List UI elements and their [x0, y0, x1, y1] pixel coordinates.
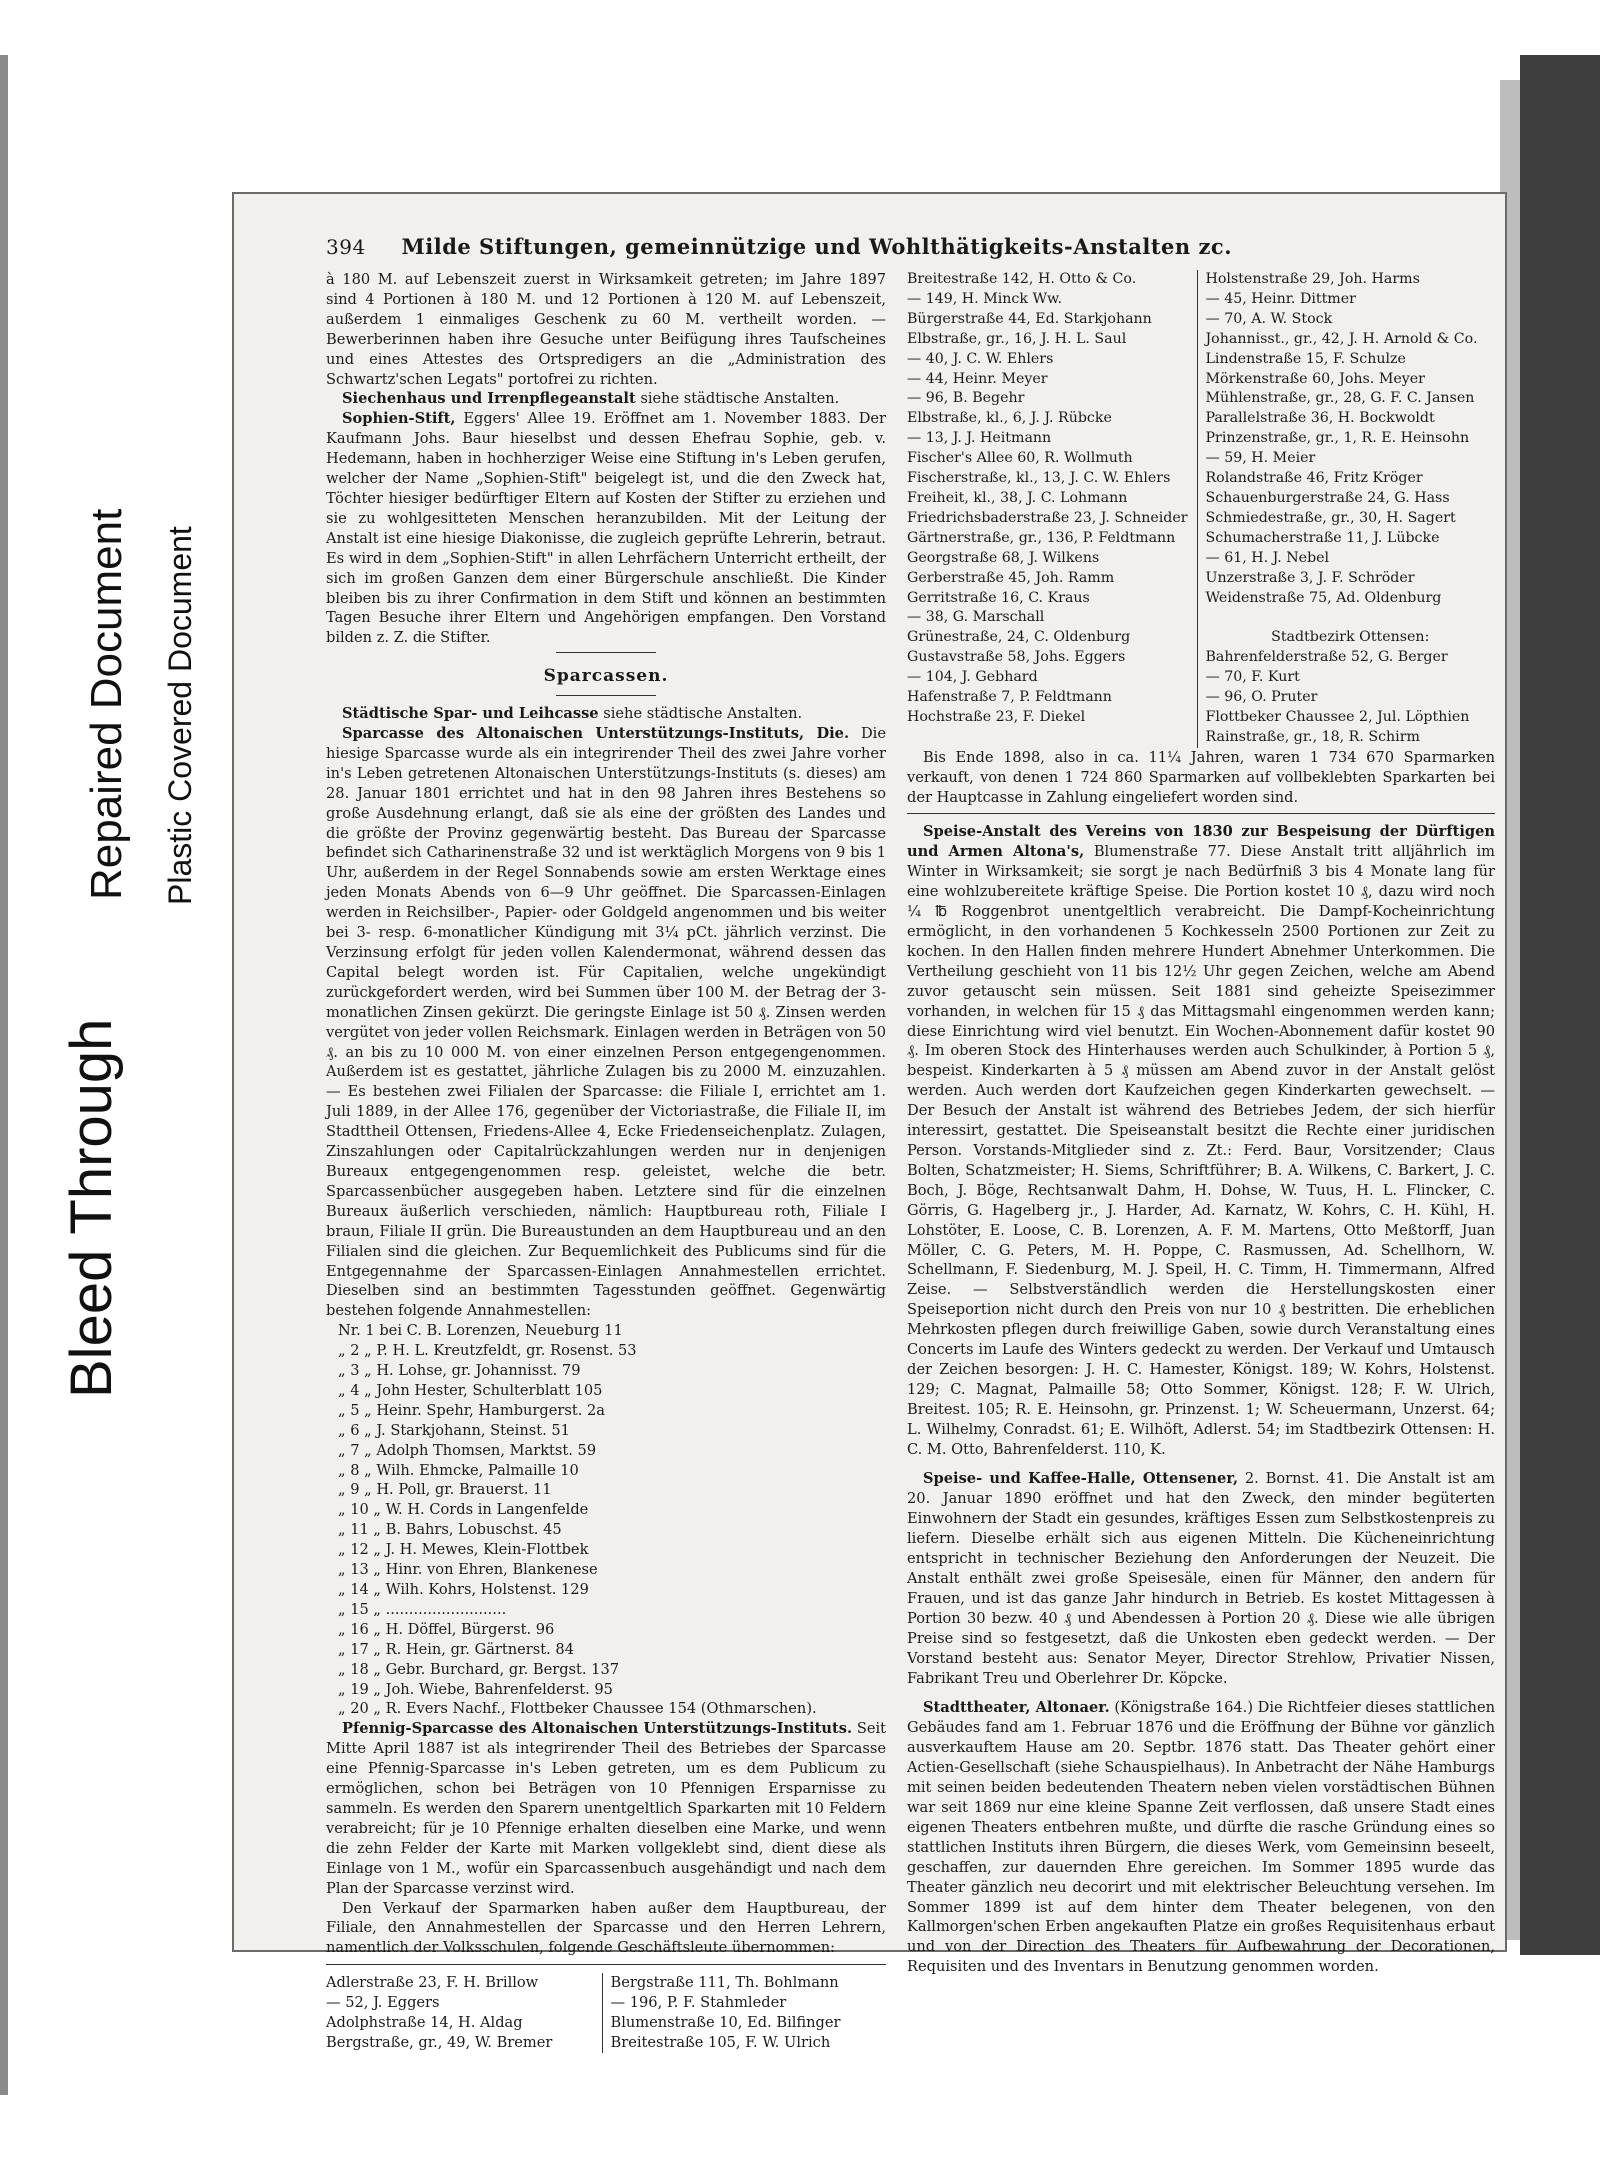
list-item: — 52, J. Eggers: [326, 1994, 440, 2012]
list-item: Bahrenfelderstraße 52, G. Berger: [1205, 649, 1448, 666]
list-item: Schumacherstraße 11, J. Lübcke: [1205, 529, 1440, 546]
list-item: Elbstraße, kl., 6, J. J. Rübcke: [907, 410, 1112, 427]
list-item: Weidenstraße 75, Ad. Oldenburg: [1205, 589, 1442, 606]
list-item: „ 12 „ J. H. Mewes, Klein-Flottbek: [338, 1541, 589, 1559]
annahmestellen-list: [338, 1321, 886, 1719]
list-item: Bergstraße 111, Th. Bohlmann: [610, 1974, 839, 1992]
list-item: Gustavstraße 58, Johs. Eggers: [907, 649, 1126, 666]
list-item: „ 8 „ Wilh. Ehmcke, Palmaille 10: [338, 1461, 579, 1479]
siechenhaus-text: siehe städtische Anstalten.: [640, 390, 840, 408]
list-item: Parallelstraße 36, H. Bockwoldt: [1205, 410, 1435, 427]
shops-col-b: [602, 1973, 887, 2053]
list-item: „ 13 „ Hinr. von Ehren, Blankenese: [338, 1561, 598, 1579]
sparcasse-text: Die hiesige Sparcasse wurde als ein integrirender Theil des zwei Jahre vorher in's Leben getretenen Altonaischen Unterstützungs-Instituts (s. dieses) am 28. Januar 1801 errichtet und hat in den 98 Jahren ihres Bestehens so große Ausdehnung erlangt, daß sie als eine der größten des Landes und die größte der Provinz gegenwärtig besteht. Das Bureau der Sparcasse befindet sich Catharinenstraße 32 und ist werktäglich Morgens von 9 bis 1 Uhr, außerdem in der Regel Sonnabends sowie am ersten Werktage eines jeden Monats Abends von 6—9 Uhr geöffnet. Die Sparcassen-Einlagen werden in Reichsilber-, Papier- oder Goldgeld angenommen und bis weiter bei 3- resp. 6-monatlicher Kündigung mit 3¼ pCt. jährlich verzinst. Die Verzinsung erfolgt für jeden vollen Kalendermonat, während dessen das Capital belegt worden ist. Für Capitalien, welche ungekündigt zurückgefordert werden, wird bei Summen über 100 M. der Betrag der 3-monatlichen Zinsen gekürzt. Die geringste Einlage ist 50 ₰. Zinsen werden vergütet von jeder vollen Reichsmark. Einlagen werden in Beträgen von 50 ₰. an bis zu 10 000 M. von einer einzelnen Person entgegengenommen. Außerdem ist es gestattet, jährliche Zulagen bis zu 2000 M. einzuzahlen. — Es bestehen zwei Filialen der Sparcasse: die Filiale I, errichtet am 1. Juli 1889, in der Allee 176, gegenüber der Victoriastraße, die Filiale II, im Stadttheil Ottensen, Friedens-Allee 4, Ecke Friedenseichenplatz. Zulagen, Zinszahlungen oder Capitalrückzahlungen werden nur in denjenigen Bureaux entgegengenommen resp. geleistet, welche die betr. Sparcassenbücher ausgegeben haben. Letztere sind für die einzelnen Bureaux äußerlich verschieden, nämlich: Hauptbureau roth, Filiale I braun, Filiale II grün. Die Bureaustunden an dem Hauptbureau und an den Filialen sind die gleichen. Zur Bequemlichkeit des Publicums sind für die Entgegennahme der Sparcassen-Einlagen Annahmestellen errichtet. Dieselben sind an bestimmten Tagesstunden geöffnet. Gegenwärtig bestehen folgende Annahmestellen:: [326, 725, 886, 1320]
list-item: Schauenburgerstraße 24, G. Hass: [1205, 489, 1450, 506]
shops-col-a: [326, 1973, 602, 2053]
list-item: Fischer's Allee 60, R. Wollmuth: [907, 450, 1133, 467]
list-item: — 196, P. F. Stahmleder: [610, 1994, 787, 2012]
section-heading: Sparcassen.: [543, 666, 669, 687]
scan-edge-right: [1520, 55, 1600, 1955]
list-item: Bürgerstraße 44, Ed. Starkjohann: [907, 310, 1152, 327]
section-divider: [556, 652, 656, 653]
sophien-entry: [326, 409, 886, 648]
district-heading: Stadtbezirk Ottensen:: [1271, 629, 1430, 646]
list-item: „ 16 „ H. Döffel, Bürgerst. 96: [338, 1620, 555, 1638]
speise-title: Speise-Anstalt des Vereins von 1830 zur Bespeisung der Dürftigen und Armen Altona's,: [907, 823, 1495, 861]
list-item: Hafenstraße 7, P. Feldtmann: [907, 689, 1112, 706]
shops-table-right: [907, 270, 1495, 748]
list-item: — 70, F. Kurt: [1205, 669, 1300, 686]
list-item: „ 3 „ H. Lohse, gr. Johannisst. 79: [338, 1362, 581, 1380]
list-item: Rainstraße, gr., 18, R. Schirm: [1205, 728, 1420, 745]
list-item: Breitestraße 142, H. Otto & Co.: [907, 271, 1137, 287]
list-item: „ 17 „ R. Hein, gr. Gärtnerst. 84: [338, 1640, 574, 1658]
shops-col-1: [907, 270, 1197, 748]
list-item: Unzerstraße 3, J. F. Schröder: [1205, 569, 1415, 586]
list-item: Mörkenstraße 60, Johs. Meyer: [1205, 370, 1425, 387]
sophien-text: Eggers' Allee 19. Eröffnet am 1. November 1883. Der Kaufmann Johs. Baur hieselbst und dessen Ehefrau Sophie, geb. v. Hedemann, haben in hochherziger Weise eine Stiftung in's Leben gerufen, welcher der Name „Sophien-Stift" beigelegt ist, und die den Zweck hat, Töchter hiesiger bedürftiger Eltern auf Kosten der Stifter zu erziehen und sie zu wohlgesitteten Menschen heranzubilden. Mit der Leitung der Anstalt ist eine hiesige Diakonisse, die zugleich geprüfte Lehrerin, betraut. Es wird in dem „Sophien-Stift" in allen Lehrfächern Unterricht ertheilt, der sich im großen Ganzen dem einer Bürgerschule anschließt. Die Kinder bleiben bis zu ihrer Confirmation in dem Stift und können an bestimmten Tagen Besuche ihrer Eltern und Angehörigen empfangen. Den Vorstand bilden z. Z. die Stifter.: [326, 410, 887, 647]
sophien-title: Sophien-Stift,: [342, 410, 456, 428]
list-item: „ 11 „ B. Bahrs, Lobuschst. 45: [338, 1521, 562, 1539]
document-page: [232, 192, 1507, 2051]
right-column: [907, 270, 1495, 1977]
list-item: Grünestraße, 24, C. Oldenburg: [907, 629, 1131, 646]
kaffee-text: 2. Bornst. 41. Die Anstalt ist am 20. Januar 1890 eröffnet und hat den Zweck, den minder begüterten Einwohnern der Stadt ein gesundes, kräftiges Essen zum Selbstkostenpreis zu liefern. Dieselbe erhält sich aus eigenen Mitteln. Die Kücheneinrichtung entspricht in technischer Beziehung den Anforderungen der Neuzeit. Die Anstalt enthält zwei große Speisesäle, einen für Männer, den andern für Frauen, und ist das ganze Jahr hindurch in Betrieb. Es kostet Mittagessen à Portion 30 bezw. 40 ₰ und Abendessen à Portion 20 ₰. Diese wie alle übrigen Preise sind so festgesetzt, daß die Unkosten eben gedeckt werden. — Der Vorstand besteht aus: Senator Meyer, Director Strehlow, Privatier Nissen, Fabrikant Treu und Oberlehrer Dr. Köpcke.: [907, 1470, 1496, 1687]
list-item: — 61, H. J. Nebel: [1205, 549, 1330, 566]
list-item: „ 15 „ ..........................: [338, 1600, 507, 1618]
list-item: Holstenstraße 29, Joh. Harms: [1205, 271, 1420, 287]
list-item: Nr. 1 bei C. B. Lorenzen, Neueburg 11: [338, 1322, 623, 1340]
list-item: Flottbeker Chaussee 2, Jul. Löpthien: [1205, 708, 1470, 725]
page-header: [326, 234, 1491, 270]
list-item: — 44, Heinr. Meyer: [907, 370, 1048, 387]
siechenhaus-entry: [326, 389, 886, 409]
theater-title: Stadttheater, Altonaer.: [923, 1699, 1110, 1717]
list-item: Fischerstraße, kl., 13, J. C. W. Ehlers: [907, 470, 1171, 487]
section-divider-2: [556, 695, 656, 696]
list-item: — 96, B. Begehr: [907, 390, 1025, 407]
list-item: „ 4 „ John Hester, Schulterblatt 105: [338, 1381, 603, 1399]
pfennig-title: Pfennig-Sparcasse des Altonaischen Unterstützungs-Instituts.: [342, 1720, 853, 1738]
list-item: „ 10 „ W. H. Cords in Langenfelde: [338, 1501, 589, 1519]
list-item: — 70, A. W. Stock: [1205, 310, 1333, 327]
scan-edge-left: [0, 55, 8, 2095]
list-item: Adlerstraße 23, F. H. Brillow: [326, 1974, 539, 1992]
kaffee-entry: [907, 1469, 1495, 1688]
list-item: Adolphstraße 14, H. Aldag: [326, 2014, 523, 2032]
page-title: Milde Stiftungen, gemeinnützige und Wohlthätigkeits-Anstalten zc.: [401, 234, 1233, 259]
left-column: [326, 270, 886, 2053]
theater-text: (Königstraße 164.) Die Richtfeier dieses stattlichen Gebäudes fand am 1. Februar 1876 und die Eröffnung der Bühne vor gänzlich ausverkauftem Hause am 20. Septbr. 1876 statt. Das Theater gehört einer Actien-Gesellschaft (siehe Schauspielhaus). In Anbetracht der Nähe Hamburgs mit seinen beiden bedeutenden Theatern neben vielen vorstädtischen Bühnen war seit 1869 nur eine kleine Spanne Zeit verflossen, daß unsere Stadt eines eigenen Theaters entbehren mußte, und dürfte die rasche Gründung eines so stattlichen Instituts ihren Bürgern, die dieses Werk, vom Gemeinsinn beseelt, geschaffen, zur dauernden Ehre gereichen. Im Sommer 1895 wurde das Theater gänzlich neu decorirt und mit elektrischer Beleuchtung versehen. Im Sommer 1899 ist auf dem hinter dem Theater belegenen, von den Kallmorgen'schen Erben angekauften Platze ein großes Requisitenhaus erbaut und von der Direction des Theaters für Aufbewahrung der Decorationen, Requisiten und des Inventars in Benutzung genommen worden.: [907, 1699, 1495, 1976]
list-item: Blumenstraße 10, Ed. Bilfinger: [610, 2014, 841, 2032]
list-item: — 59, H. Meier: [1205, 450, 1316, 467]
plastic-covered-label: Plastic Covered Document: [162, 526, 198, 905]
list-item: Mühlenstraße, gr., 28, G. F. C. Jansen: [1205, 390, 1475, 407]
shops-divider: [326, 1964, 886, 1965]
staedtische-entry: [326, 704, 886, 724]
repaired-document-label: Repaired Document: [82, 508, 131, 900]
speise-entry: [907, 822, 1495, 1459]
list-item: [1206, 608, 1496, 628]
list-item: „ 14 „ Wilh. Kohrs, Holstenst. 129: [338, 1581, 589, 1598]
list-item: — 13, J. J. Heitmann: [907, 430, 1052, 447]
list-item: „ 6 „ J. Starkjohann, Steinst. 51: [338, 1421, 570, 1439]
list-item: „ 9 „ H. Poll, gr. Brauerst. 11: [338, 1481, 552, 1499]
page-number: 394: [326, 235, 366, 259]
list-item: Hochstraße 23, F. Diekel: [907, 708, 1086, 725]
list-item: — 104, J. Gebhard: [907, 669, 1038, 686]
list-item: Freiheit, kl., 38, J. C. Lohmann: [907, 489, 1128, 506]
staedtische-title: Städtische Spar- und Leihcasse: [342, 705, 599, 723]
ende-paragraph: Bis Ende 1898, also in ca. 11¼ Jahren, waren 1 734 670 Sparmarken verkauft, von denen 1 724 860 Sparmarken auf vollbeklebten Sparkarten bei der Hauptcasse in Zahlung eingeliefert worden sind.: [907, 748, 1495, 806]
bleed-through-label: Bleed Through: [59, 1018, 124, 1398]
list-item: Elbstraße, gr., 16, J. H. L. Saul: [907, 330, 1127, 347]
intro-paragraph: à 180 M. auf Lebenszeit zuerst in Wirksamkeit getreten; im Jahre 1897 sind 4 Portionen à 180 M. und 12 Portionen à 120 M. auf Lebenszeit, außerdem 1 einmaliges Geschenk zu 60 M. vertheilt worden. — Bewerberinnen haben ihre Gesuche unter Beifügung ihres Taufscheines und eines Attestes des Ortspredigers an die „Administration des Schwartz'schen Legats" portofrei zu richten.: [326, 271, 886, 388]
list-item: Breitestraße 105, F. W. Ulrich: [610, 2033, 831, 2051]
list-item: „ 7 „ Adolph Thomsen, Marktst. 59: [338, 1441, 597, 1459]
kaffee-title: Speise- und Kaffee-Halle, Ottensener,: [923, 1470, 1239, 1488]
list-item: Gerritstraße 16, C. Kraus: [907, 589, 1090, 606]
verkauf-paragraph: Den Verkauf der Sparmarken haben außer dem Hauptbureau, der Filiale, den Annahmestellen der Sparcasse und den Herren Lehrern, namentlich der Volksschulen, folgende Geschäftsleute übernommen:: [326, 1899, 886, 1957]
list-item: Gerberstraße 45, Joh. Ramm: [907, 569, 1115, 586]
sparcasse-entry: [326, 724, 886, 1321]
list-item: Prinzenstraße, gr., 1, R. E. Heinsohn: [1205, 430, 1470, 447]
list-item: Lindenstraße 15, F. Schulze: [1205, 350, 1406, 367]
list-item: „ 18 „ Gebr. Burchard, gr. Bergst. 137: [338, 1660, 620, 1678]
list-item: „ 20 „ R. Evers Nachf., Flottbeker Chaussee 154 (Othmarschen).: [338, 1700, 817, 1718]
staedtische-text: siehe städtische Anstalten.: [603, 705, 803, 723]
list-item: — 45, Heinr. Dittmer: [1205, 290, 1356, 307]
list-item: — 40, J. C. W. Ehlers: [907, 350, 1054, 367]
entry-divider: [907, 813, 1495, 814]
theater-entry: [907, 1698, 1495, 1977]
list-item: Friedrichsbaderstraße 23, J. Schneider: [907, 509, 1188, 526]
list-item: — 96, O. Pruter: [1205, 689, 1318, 706]
speise-text: Blumenstraße 77. Diese Anstalt tritt alljährlich im Winter in Wirksamkeit; sie sorgt je nach Bedürfniß 3 bis 4 Monate lang für eine wohlzubereitete kräftige Speise. Die Portion kostet 10 ₰, dazu wird noch ¼ ℔ Roggenbrot unentgeltlich verabreicht. Die Dampf-Kocheinrichtung ermöglicht, in den vorhandenen 5 Kochkesseln 2500 Portionen zur Zeit zu kochen. In den Hallen finden mehrere Hundert Abnehmer Unterkommen. Die Vertheilung geschieht von 11 bis 12½ Uhr gegen Zeichen, welche am Abend zuvor getauscht sein müssen. Seit 1881 sind geheizte Speisezimmer vorhanden, in welchen für 15 ₰ das Mittagsmahl eingenommen werden kann; diese Einrichtung wird viel benutzt. Ein Wochen-Abonnement dafür kostet 90 ₰. Im oberen Stock des Hinterhauses werden auch Schulkinder, à Portion 5 ₰, bespeist. Kinderkarten à 5 ₰ müssen am Abend zuvor in der Anstalt gelöst werden. Auch werden dort Kaufzeichen gegen Kinderkarten gewechselt. — Der Besuch der Anstalt ist während des Betriebes Jedem, der sich hierfür interessirt, gestattet. Die Speiseanstalt besitzt die Rechte einer juridischen Person. Vorstands-Mitglieder sind z. Zt.: Ferd. Baur, Vorsitzender; Claus Bolten, Schatzmeister; H. Siems, Schriftführer; B. A. Wilkens, C. Barkert, J. C. Boch, J. Böge, Rechtsanwalt Dahm, H. Dohse, W. Tuus, H. L. Flincker, C. Görris, G. Hagelberg jr., J. Harder, Ad. Karnatz, W. Kohrs, C. H. Kühl, H. Lohstöter, E. Loose, C. B. Lorenzen, A. F. M. Martens, Otto Meßtorff, Juan Möller, C. G. Peters, M. H. Poppe, C. Rasmussen, Ad. Schellhorn, W. Schellmann, F. Siedenburg, M. J. Speil, H. C. Timm, H. Timmermann, Alfred Zeise. — Selbstverständlich werden die Herstellungskosten einer Speiseportion nicht durch den Preis von nur 10 ₰ bestritten. Die erheblichen Mehrkosten pflegen durch freiwillige Gaben, sowie durch Veranstaltung eines Concerts im Laufe des Winters gedeckt zu werden. Der Verkauf und Umtausch der Zeichen besorgen: J. H. C. Hamester, Königst. 189; W. Kohrs, Holstenst. 129; C. Magnat, Palmaille 58; Otto Sommer, Königst. 128; F. W. Ulrich, Breitest. 105; R. E. Heinsohn, gr. Prinzenst. 1; W. Scheuermann, Unzerst. 64; L. Wilhelmy, Conradst. 61; E. Wilhöft, Adlerst. 54; im Stadtbezirk Ottensen: H. C. M. Otto, Bahrenfelderst. 110, K.: [907, 843, 1496, 1458]
list-item: Johannisst., gr., 42, J. H. Arnold & Co.: [1205, 330, 1478, 347]
list-item: „ 2 „ P. H. L. Kreutzfeldt, gr. Rosenst. 53: [338, 1342, 637, 1360]
list-item: Rolandstraße 46, Fritz Kröger: [1205, 470, 1423, 487]
list-item: Gärtnerstraße, gr., 136, P. Feldtmann: [907, 529, 1176, 546]
sparcasse-title: Sparcasse des Altonaischen Unterstützungs-Instituts, Die.: [342, 725, 850, 743]
siechenhaus-title: Siechenhaus und Irrenpflegeanstalt: [342, 390, 636, 408]
list-item: Bergstraße, gr., 49, W. Bremer: [326, 2033, 553, 2051]
list-item: „ 5 „ Heinr. Spehr, Hamburgerst. 2a: [338, 1401, 605, 1419]
shops-table-left: [326, 1973, 886, 2053]
list-item: Schmiedestraße, gr., 30, H. Sagert: [1205, 509, 1456, 526]
pfennig-entry: [326, 1719, 886, 1898]
pfennig-text: Seit Mitte April 1887 ist als integrirender Theil des Betriebes der Sparcasse eine Pfennig-Sparcasse in's Leben getreten, um es dem Publicum zu ermöglichen, schon bei Beträgen von 10 Pfennigen Ersparnisse zu sammeln. Es werden den Sparern unentgeltlich Sparkarten mit 10 Feldern verabreicht; für je 10 Pfennige erhalten dieselben eine Marke, und wenn die zehn Felder der Karte mit Marken vollgeklebt sind, dient diese als Einlage von 1 M., wofür ein Sparcassenbuch ausgehändigt und nach dem Plan der Sparcasse verzinst wird.: [326, 1720, 886, 1897]
list-item: — 38, G. Marschall: [907, 609, 1045, 626]
list-item: — 149, H. Minck Ww.: [907, 290, 1062, 307]
list-item: „ 19 „ Joh. Wiebe, Bahrenfelderst. 95: [338, 1680, 613, 1698]
list-item: Georgstraße 68, J. Wilkens: [907, 549, 1100, 566]
shops-col-2: [1197, 270, 1496, 748]
